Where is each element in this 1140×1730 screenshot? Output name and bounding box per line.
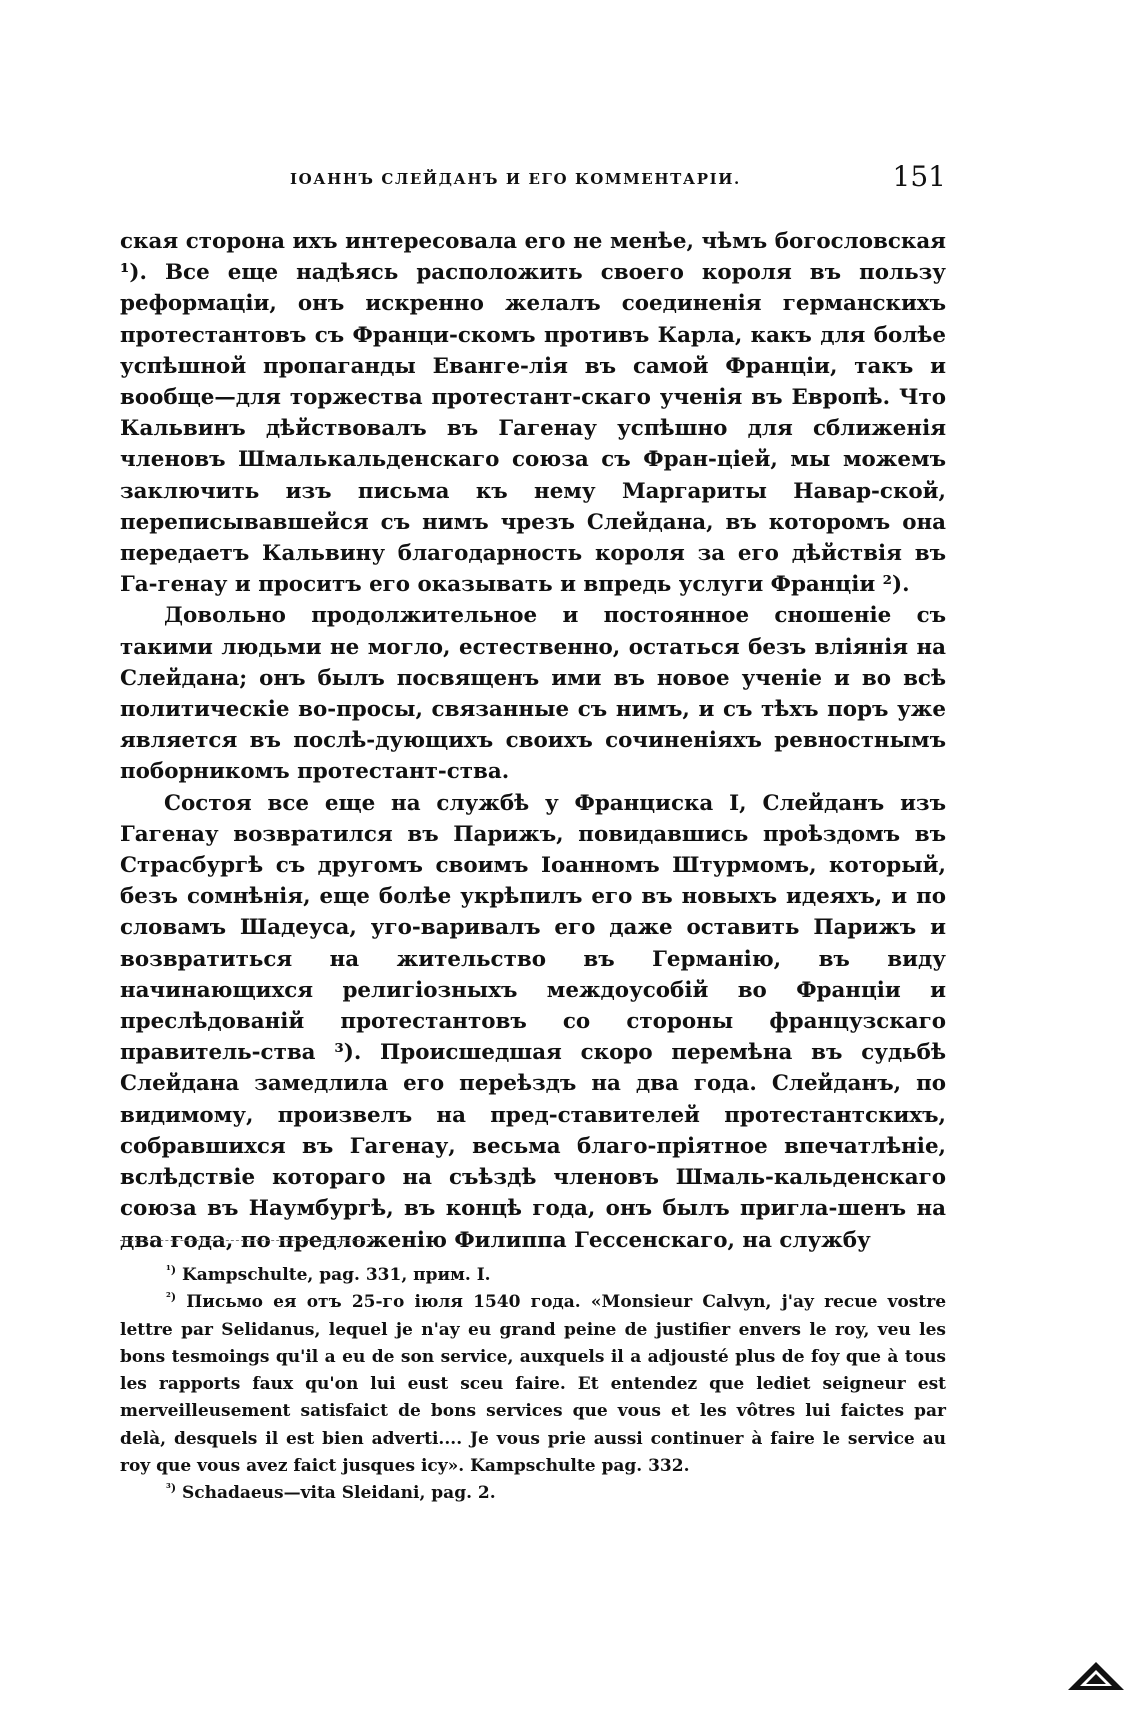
paragraph-2: Довольно продолжительное и постоянное сношеніе съ такими людьми не могло, естественно, остаться безъ вліянія на Слейдана; онъ былъ посвященъ ими въ новое ученіе и во всѣ политическіе во-просы, связанные съ нимъ, и съ тѣхъ поръ уже является въ послѣ-дующихъ своихъ сочиненіяхъ ревностнымъ поборникомъ протестант-ства. [120,603,946,785]
paragraph-1: ская сторона ихъ интересовала его не менѣе, чѣмъ богословская ¹). Все еще надѣясь расположить своего короля въ пользу реформаціи, онъ искренно желалъ соединенія германскихъ протестантовъ съ Франци-скомъ противъ Карла, какъ для болѣе успѣшной пропаганды Еванге-лія въ самой Франціи, такъ и вообще—для торжества протестант-скаго ученія въ Европѣ. Что Кальвинъ дѣйствовалъ въ Гагенау успѣшно для сближенія членовъ Шмалькальденскаго союза съ Фран-ціей, мы можемъ заключить изъ письма къ нему Маргариты Навар-ской, переписывавшейся съ нимъ чрезъ Слейдана, въ которомъ она передаетъ Кальвину благодарность короля за его дѣйствія въ Га-генау и проситъ его оказывать и впредь услуги Франціи ²). [120,229,946,598]
footnote-3-mark: ³) [166,1481,177,1495]
footnote-2-mark: ²) [166,1290,177,1304]
paragraph-3: Состоя все еще на службѣ у Франциска I, Слейданъ изъ Гагенау возвратился въ Парижъ, повидавшись проѣздомъ въ Страсбургѣ съ другомъ своимъ Іоанномъ Штурмомъ, который, безъ сомнѣнія, еще болѣе укрѣпилъ его въ новыхъ идеяхъ, и по словамъ Шадеуса, уго-варивалъ его даже оставить Парижъ и возвратиться на жительство въ Германію, въ виду начинающихся религіозныхъ междоусобій во Франціи и преслѣдованій протестантовъ со стороны французскаго правитель-ства ³). Происшедшая скоро перемѣна въ судьбѣ Слейдана замедлила его переѣздъ на два года. Слейданъ, по видимому, произвелъ на пред-ставителей протестантскихъ, собравшихся въ Гагенау, весьма благо-пріятное впечатлѣніе, вслѣдствіе котораго на съѣздѣ членовъ Шмаль-кальденскаго союза въ Наумбургѣ, въ концѣ года, онъ былъ пригла-шенъ на два года, по предложенію Филиппа Гессенскаго, на службу [120,790,946,1253]
footnote-1 [120,1262,946,1289]
footnote-2 [120,1289,946,1480]
main-text [120,226,946,1256]
footnote-1-text: Kampschulte, pag. 331, прим. I. [181,1265,491,1285]
footnotes [120,1262,946,1508]
footnote-1-mark: ¹) [166,1263,177,1277]
library-emblem-icon [1066,1660,1126,1692]
footnote-3 [120,1480,946,1507]
footnote-divider [120,1240,380,1241]
footnote-3-text: Schadaeus—vita Sleidani, pag. 2. [181,1483,496,1504]
page-header [120,160,946,200]
footnote-2-text: Письмо ея отъ 25-го іюля 1540 года. «Monsieur Calvyn, j'ay recue vostre lettre par Selidanus, lequel je n'ay eu grand peine de justifier envers le roy, veu les bons tesmoings qu'il a eu de son service, auxquels il a adjousté plus de foy que à tous les rapports faux qu'on lui eust sceu faire. Et entendez que lediet seigneur est merveilleusement satisfaict de bons services que vous et les vôtres lui faictes par delà, desquels il est bien adverti.... Je vous prie aussi continuer à faire le service au roy que vous avez faict jusques icy». Kampschulte pag. 332. [120,1292,947,1477]
running-title: ІОАННЪ СЛЕЙДАНЪ И ЕГО КОММЕНТАРІИ. [290,170,741,188]
page-number: 151 [892,160,946,193]
